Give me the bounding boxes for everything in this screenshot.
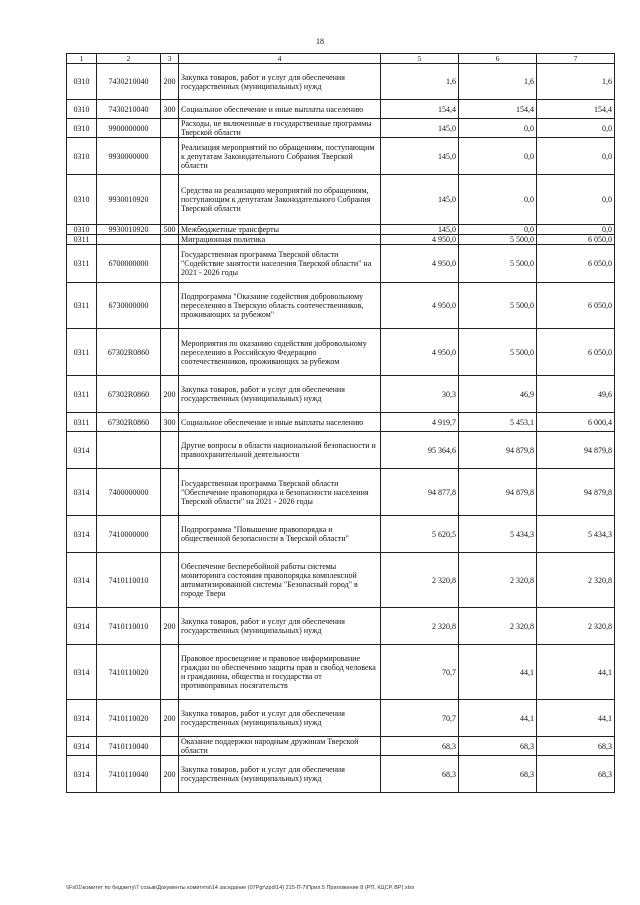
section-code: 0311	[67, 283, 97, 329]
expense-type-code: 500	[161, 225, 179, 235]
amount-col-6: 5 500,0	[459, 283, 537, 329]
amount-col-6: 154,4	[459, 100, 537, 119]
amount-col-6: 2 320,8	[459, 553, 537, 608]
item-name: Мероприятия по оказанию содействия добровольному переселению в Российскую Федерацию соотечественников, проживающих за рубежом	[179, 329, 381, 376]
amount-col-5: 145,0	[381, 138, 459, 175]
expense-type-code	[161, 175, 179, 225]
expense-type-code	[161, 553, 179, 608]
header-row	[67, 54, 615, 64]
table-row	[67, 645, 615, 700]
expense-type-code: 200	[161, 608, 179, 645]
amount-col-5: 4 950,0	[381, 283, 459, 329]
amount-col-7: 94 879,8	[537, 469, 615, 516]
section-code: 0314	[67, 432, 97, 469]
section-code: 0311	[67, 235, 97, 245]
amount-col-7: 0,0	[537, 175, 615, 225]
target-article-code: 9930010920	[97, 175, 161, 225]
amount-col-5: 2 320,8	[381, 608, 459, 645]
table-row	[67, 64, 615, 100]
amount-col-7: 6 050,0	[537, 283, 615, 329]
amount-col-7: 2 320,8	[537, 553, 615, 608]
amount-col-6: 68,3	[459, 756, 537, 793]
table-row	[67, 608, 615, 645]
amount-col-6: 1,6	[459, 64, 537, 100]
item-name: Миграционная политика	[179, 235, 381, 245]
item-name: Закупка товаров, работ и услуг для обеспечения государственных (муниципальных) нужд	[179, 700, 381, 737]
section-code: 0310	[67, 175, 97, 225]
target-article-code: 9930000000	[97, 138, 161, 175]
table-row	[67, 235, 615, 245]
amount-col-5: 1,6	[381, 64, 459, 100]
target-article-code: 67302R0860	[97, 376, 161, 413]
expense-type-code	[161, 138, 179, 175]
section-code: 0314	[67, 516, 97, 553]
amount-col-7: 44,1	[537, 645, 615, 700]
section-code: 0314	[67, 756, 97, 793]
table-row	[67, 175, 615, 225]
section-code: 0314	[67, 553, 97, 608]
amount-col-6: 94 879,8	[459, 469, 537, 516]
amount-col-7: 2 320,8	[537, 608, 615, 645]
amount-col-6: 5 500,0	[459, 329, 537, 376]
amount-col-5: 145,0	[381, 175, 459, 225]
target-article-code: 67302R0860	[97, 413, 161, 432]
target-article-code: 7430210040	[97, 100, 161, 119]
target-article-code: 67302R0860	[97, 329, 161, 376]
section-code: 0314	[67, 608, 97, 645]
amount-col-6: 5 434,3	[459, 516, 537, 553]
header-col-1: 1	[67, 54, 97, 64]
item-name: Подпрограмма "Повышение правопорядка и общественной безопасности в Тверской области"	[179, 516, 381, 553]
expense-type-code: 200	[161, 700, 179, 737]
item-name: Правовое просвещение и правовое информирование граждан по обеспечению защиты прав и свобод человека и гражданина, общества и государства от противоправных посягательств	[179, 645, 381, 700]
item-name: Межбюджетные трансферты	[179, 225, 381, 235]
amount-col-6: 5 500,0	[459, 245, 537, 283]
item-name: Подпрограмма "Оказание содействия добровольному переселению в Тверскую область соотечественников, проживающих за рубежом"	[179, 283, 381, 329]
expense-type-code: 200	[161, 756, 179, 793]
item-name: Социальное обеспечение и иные выплаты населению	[179, 100, 381, 119]
section-code: 0311	[67, 245, 97, 283]
amount-col-5: 70,7	[381, 645, 459, 700]
amount-col-6: 0,0	[459, 119, 537, 138]
expense-type-code	[161, 469, 179, 516]
table-row	[67, 119, 615, 138]
target-article-code: 7430210040	[97, 64, 161, 100]
expense-type-code	[161, 737, 179, 756]
amount-col-5: 94 877,8	[381, 469, 459, 516]
amount-col-5: 95 364,6	[381, 432, 459, 469]
amount-col-5: 70,7	[381, 700, 459, 737]
table-row	[67, 432, 615, 469]
target-article-code: 7410000000	[97, 516, 161, 553]
target-article-code: 7410110040	[97, 737, 161, 756]
item-name: Закупка товаров, работ и услуг для обеспечения государственных (муниципальных) нужд	[179, 376, 381, 413]
section-code: 0311	[67, 329, 97, 376]
amount-col-5: 68,3	[381, 756, 459, 793]
header-col-4: 4	[179, 54, 381, 64]
expense-type-code	[161, 432, 179, 469]
target-article-code: 7410110010	[97, 553, 161, 608]
header-col-3: 3	[161, 54, 179, 64]
amount-col-6: 44,1	[459, 700, 537, 737]
amount-col-6: 44,1	[459, 645, 537, 700]
item-name: Государственная программа Тверской области "Обеспечение правопорядка и безопасности населения Тверской области" на 2021 - 2026 годы	[179, 469, 381, 516]
amount-col-7: 94 879,8	[537, 432, 615, 469]
expense-type-code	[161, 119, 179, 138]
section-code: 0314	[67, 645, 97, 700]
target-article-code: 9930010920	[97, 225, 161, 235]
amount-col-7: 68,3	[537, 756, 615, 793]
amount-col-6: 0,0	[459, 175, 537, 225]
expense-type-code	[161, 245, 179, 283]
target-article-code: 7410110040	[97, 756, 161, 793]
amount-col-7: 6 050,0	[537, 235, 615, 245]
item-name: Расходы, не включенные в государственные программы Тверской области	[179, 119, 381, 138]
amount-col-5: 154,4	[381, 100, 459, 119]
budget-table	[66, 53, 615, 793]
expense-type-code	[161, 283, 179, 329]
table-row	[67, 756, 615, 793]
amount-col-6: 5 453,1	[459, 413, 537, 432]
item-name: Другие вопросы в области национальной безопасности и правоохранительной деятельности	[179, 432, 381, 469]
expense-type-code	[161, 235, 179, 245]
amount-col-5: 145,0	[381, 225, 459, 235]
section-code: 0310	[67, 100, 97, 119]
file-path-footer: \\Fs01\комитет по бюджету\7 созыв\Документы комитета\14 заседание (07Pgr\zpd\14) 215-П-7\Прил.5 Приложение 8 (РП, КЦСР, ВР).xlsx	[66, 885, 415, 891]
amount-col-7: 5 434,3	[537, 516, 615, 553]
table-row	[67, 516, 615, 553]
amount-col-6: 2 320,8	[459, 608, 537, 645]
target-article-code	[97, 432, 161, 469]
table-row	[67, 737, 615, 756]
table-row	[67, 553, 615, 608]
table-row	[67, 700, 615, 737]
target-article-code: 9900000000	[97, 119, 161, 138]
amount-col-6: 5 500,0	[459, 235, 537, 245]
item-name: Закупка товаров, работ и услуг для обеспечения государственных (муниципальных) нужд	[179, 608, 381, 645]
table-row	[67, 138, 615, 175]
target-article-code: 7410110020	[97, 645, 161, 700]
item-name: Государственная программа Тверской области "Содействие занятости населения Тверской области" на 2021 - 2026 годы	[179, 245, 381, 283]
amount-col-5: 4 919,7	[381, 413, 459, 432]
amount-col-7: 49,6	[537, 376, 615, 413]
target-article-code: 7410110010	[97, 608, 161, 645]
section-code: 0314	[67, 469, 97, 516]
amount-col-6: 94 879,8	[459, 432, 537, 469]
amount-col-5: 4 950,0	[381, 235, 459, 245]
table-row	[67, 329, 615, 376]
amount-col-6: 0,0	[459, 225, 537, 235]
expense-type-code: 300	[161, 100, 179, 119]
header-col-2: 2	[97, 54, 161, 64]
amount-col-5: 5 620,5	[381, 516, 459, 553]
target-article-code: 7410110020	[97, 700, 161, 737]
section-code: 0310	[67, 138, 97, 175]
header-col-6: 6	[459, 54, 537, 64]
amount-col-7: 44,1	[537, 700, 615, 737]
amount-col-5: 68,3	[381, 737, 459, 756]
item-name: Обеспечение бесперебойной работы системы мониторинга состояния правопорядка комплексной автоматизированной системы "Безопасный город" в городе Твери	[179, 553, 381, 608]
amount-col-6: 68,3	[459, 737, 537, 756]
section-code: 0310	[67, 64, 97, 100]
expense-type-code	[161, 329, 179, 376]
amount-col-7: 154,4	[537, 100, 615, 119]
table-row	[67, 413, 615, 432]
section-code: 0310	[67, 119, 97, 138]
target-article-code: 6700000000	[97, 245, 161, 283]
item-name: Закупка товаров, работ и услуг для обеспечения государственных (муниципальных) нужд	[179, 756, 381, 793]
expense-type-code	[161, 645, 179, 700]
amount-col-7: 6 000,4	[537, 413, 615, 432]
amount-col-7: 6 050,0	[537, 329, 615, 376]
amount-col-5: 2 320,8	[381, 553, 459, 608]
amount-col-7: 1,6	[537, 64, 615, 100]
section-code: 0311	[67, 376, 97, 413]
section-code: 0311	[67, 413, 97, 432]
target-article-code	[97, 235, 161, 245]
item-name: Реализация мероприятий по обращениям, поступающим к депутатам Законодательного Собрания Тверской области	[179, 138, 381, 175]
amount-col-7: 0,0	[537, 225, 615, 235]
table-row	[67, 376, 615, 413]
expense-type-code: 300	[161, 413, 179, 432]
amount-col-5: 145,0	[381, 119, 459, 138]
item-name: Средства на реализацию мероприятий по обращениям, поступающим к депутатам Законодательного Собрания Тверской области	[179, 175, 381, 225]
target-article-code: 6730000000	[97, 283, 161, 329]
amount-col-7: 0,0	[537, 138, 615, 175]
item-name: Закупка товаров, работ и услуг для обеспечения государственных (муниципальных) нужд	[179, 64, 381, 100]
item-name: Оказание поддержки народным дружинам Тверской области	[179, 737, 381, 756]
expense-type-code: 200	[161, 64, 179, 100]
table-row	[67, 100, 615, 119]
target-article-code: 7400000000	[97, 469, 161, 516]
amount-col-5: 30,3	[381, 376, 459, 413]
amount-col-5: 4 950,0	[381, 329, 459, 376]
section-code: 0310	[67, 225, 97, 235]
header-col-7: 7	[537, 54, 615, 64]
amount-col-6: 0,0	[459, 138, 537, 175]
section-code: 0314	[67, 700, 97, 737]
expense-type-code	[161, 516, 179, 553]
table-row	[67, 469, 615, 516]
amount-col-5: 4 950,0	[381, 245, 459, 283]
table-row	[67, 283, 615, 329]
item-name: Социальное обеспечение и иные выплаты населению	[179, 413, 381, 432]
page-number: 18	[316, 37, 324, 46]
expense-type-code: 200	[161, 376, 179, 413]
header-col-5: 5	[381, 54, 459, 64]
amount-col-7: 68,3	[537, 737, 615, 756]
section-code: 0314	[67, 737, 97, 756]
amount-col-7: 6 050,0	[537, 245, 615, 283]
table-row	[67, 245, 615, 283]
amount-col-6: 46,9	[459, 376, 537, 413]
table-row	[67, 225, 615, 235]
amount-col-7: 0,0	[537, 119, 615, 138]
